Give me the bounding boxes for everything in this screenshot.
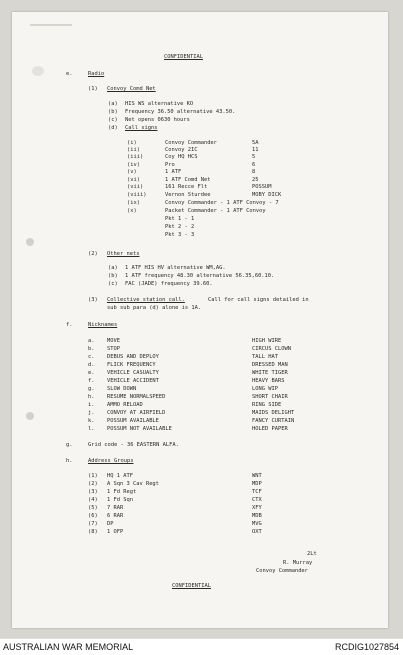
item-text: HIS WS alternative KO	[125, 101, 194, 107]
callsign-mark: (v)	[127, 169, 137, 175]
address-unit: 1 Fd Sqn	[107, 497, 133, 503]
nickname-mark: e.	[88, 370, 95, 376]
signature-name: R. Murray	[283, 560, 313, 566]
subsection-number: (2)	[88, 251, 98, 257]
nickname-mark: g.	[88, 386, 95, 392]
callsign-mark: (vii)	[127, 184, 144, 190]
item-text: Call signs	[125, 125, 158, 131]
callsign-name: Convoy 2IC	[165, 147, 198, 153]
subsection-title: Collective station call.	[107, 297, 185, 303]
subsection-number: (3)	[88, 297, 98, 303]
callsign-value: 8	[252, 169, 256, 175]
nickname-code: LONG WIP	[252, 386, 278, 392]
callsign-value: MOBY DICK	[252, 192, 282, 198]
callsign-name: 161 Recce Flt	[165, 184, 208, 190]
nickname-action: AMMO RELOAD	[107, 402, 143, 408]
faint-mark	[30, 24, 72, 26]
address-unit: 1 OFP	[107, 529, 124, 535]
nickname-code: HEAVY BARS	[252, 378, 285, 384]
callsign-name: Vernon Sturdee	[165, 192, 211, 198]
item-text: 1 ATF frequency 48.30 alternative 56.35,60.10.	[125, 273, 275, 279]
nickname-mark: h.	[88, 394, 95, 400]
section-letter: h.	[66, 458, 73, 464]
callsign-value: 6	[252, 162, 256, 168]
nickname-mark: j.	[88, 410, 95, 416]
subsection-title: Other nets	[107, 251, 140, 257]
nickname-action: MOVE	[107, 338, 120, 344]
document-id: RCDIG1027854	[334, 642, 399, 652]
address-code: TCF	[252, 489, 262, 495]
punch-hole	[26, 238, 34, 246]
packet-line: Pkt 1 - 1	[165, 216, 195, 222]
nickname-code: SHORT CHAIR	[252, 394, 288, 400]
section-letter: g.	[66, 442, 73, 448]
nickname-code: HOLED PAPER	[252, 426, 288, 432]
callsign-name: Pro	[165, 162, 175, 168]
section-letter: e.	[66, 71, 73, 77]
item-mark: (b)	[108, 109, 118, 115]
nickname-code: WHITE TIGER	[252, 370, 288, 376]
address-mark: (3)	[88, 489, 98, 495]
item-text: Net opens 0630 hours	[125, 117, 190, 123]
callsign-mark: (viii)	[127, 192, 147, 198]
nickname-mark: l.	[88, 426, 95, 432]
callsign-mark: (x)	[127, 208, 137, 214]
item-mark: (d)	[108, 125, 118, 131]
grid-code-text: Grid code - 36 EASTERN ALFA.	[88, 442, 179, 448]
callsign-mark: (ii)	[127, 147, 140, 153]
callsign-value: 25	[252, 177, 259, 183]
address-unit: A Sqn 3 Cav Regt	[107, 481, 159, 487]
nickname-code: FANCY CURTAIN	[252, 418, 295, 424]
item-text: 1 ATF HIS HV alternative WM,AG.	[125, 265, 226, 271]
address-code: WNT	[252, 473, 262, 479]
item-mark: (b)	[108, 273, 118, 279]
classification-bottom: CONFIDENTIAL	[172, 583, 211, 589]
address-code: OXT	[252, 529, 262, 535]
collective-call-text: Call for call signs detailed in	[208, 297, 309, 303]
item-mark: (c)	[108, 117, 118, 123]
address-unit: 6 RAR	[107, 513, 124, 519]
callsign-value: 5A	[252, 140, 259, 146]
nickname-action: VEHICLE ACCIDENT	[107, 378, 159, 384]
subsection-title: Convoy Comd Net	[107, 86, 156, 92]
nickname-action: RESUME NORMALSPEED	[107, 394, 166, 400]
punch-hole	[26, 412, 34, 420]
nickname-code: RING SIDE	[252, 402, 282, 408]
address-code: MDB	[252, 513, 262, 519]
paper-scuff	[32, 66, 44, 76]
section-title: Nicknames	[88, 322, 118, 328]
callsign-mark: (ix)	[127, 200, 140, 206]
nickname-mark: a.	[88, 338, 95, 344]
item-mark: (a)	[108, 101, 118, 107]
address-mark: (6)	[88, 513, 98, 519]
callsign-mark: (vi)	[127, 177, 140, 183]
address-unit: 1 Fd Regt	[107, 489, 137, 495]
callsign-name: 1 ATF	[165, 169, 182, 175]
nickname-code: HIGH WIRE	[252, 338, 282, 344]
callsign-name: 1 ATF Comd Net	[165, 177, 211, 183]
callsign-name: Convoy Commander - 1 ATF Convoy - 7	[165, 200, 279, 206]
callsign-name: Convoy Commander	[165, 140, 217, 146]
signature-role: Convoy Commander	[256, 568, 308, 574]
item-text: FAC (JADE) frequency 39.60.	[125, 281, 213, 287]
nickname-mark: i.	[88, 402, 95, 408]
archive-name: AUSTRALIAN WAR MEMORIAL	[3, 642, 134, 652]
classification-top: CONFIDENTIAL	[164, 54, 203, 60]
address-mark: (1)	[88, 473, 98, 479]
address-mark: (7)	[88, 521, 98, 527]
callsign-value: 5	[252, 154, 256, 160]
address-code: MVG	[252, 521, 262, 527]
nickname-action: VEHICLE CASUALTY	[107, 370, 159, 376]
nickname-action: SLOW DOWN	[107, 386, 137, 392]
nickname-mark: b.	[88, 346, 95, 352]
section-title: Address Groups	[88, 458, 134, 464]
section-letter: f.	[66, 322, 73, 328]
item-mark: (a)	[108, 265, 118, 271]
subsection-number: (1)	[88, 86, 98, 92]
nickname-action: CONVOY AT AIRFIELD	[107, 410, 166, 416]
address-mark: (8)	[88, 529, 98, 535]
nickname-code: MAIDS DELIGHT	[252, 410, 295, 416]
address-unit: HQ 1 ATF	[107, 473, 133, 479]
packet-line: Pkt 3 - 3	[165, 232, 195, 238]
callsign-name: Packet Commander - 1 ATF Convoy	[165, 208, 266, 214]
section-title: Radio	[88, 71, 105, 77]
nickname-action: STOP	[107, 346, 120, 352]
callsign-name: Coy HQ HCS	[165, 154, 198, 160]
nickname-mark: k.	[88, 418, 95, 424]
callsign-value: 11	[252, 147, 259, 153]
nickname-action: DEBUS AND DEPLOY	[107, 354, 159, 360]
address-mark: (2)	[88, 481, 98, 487]
address-unit: 7 RAR	[107, 505, 124, 511]
address-code: XFY	[252, 505, 262, 511]
callsign-mark: (iii)	[127, 154, 144, 160]
item-mark: (c)	[108, 281, 118, 287]
address-mark: (4)	[88, 497, 98, 503]
nickname-code: CIRCUS CLOWN	[252, 346, 291, 352]
document-page	[12, 12, 388, 628]
address-mark: (5)	[88, 505, 98, 511]
nickname-mark: f.	[88, 378, 95, 384]
item-text: Frequency 36.50 alternative 43.50.	[125, 109, 236, 115]
nickname-action: FLICK FREQUENCY	[107, 362, 156, 368]
nickname-code: DRESSED MAN	[252, 362, 288, 368]
nickname-mark: d.	[88, 362, 95, 368]
archive-footer	[0, 638, 403, 655]
nickname-action: POSSUM NOT AVAILABLE	[107, 426, 172, 432]
callsign-mark: (i)	[127, 140, 137, 146]
signature-rank: 2Lt	[307, 551, 317, 557]
collective-call-text: sub sub para (d) alone is 1A.	[107, 305, 202, 311]
packet-line: Pkt 2 - 2	[165, 224, 195, 230]
callsign-value: POSSUM	[252, 184, 272, 190]
nickname-action: POSSUM AVAILABLE	[107, 418, 159, 424]
address-code: CTX	[252, 497, 262, 503]
callsign-mark: (iv)	[127, 162, 140, 168]
nickname-code: TALL HAT	[252, 354, 278, 360]
address-code: MDP	[252, 481, 262, 487]
nickname-mark: c.	[88, 354, 95, 360]
address-unit: DP	[107, 521, 114, 527]
